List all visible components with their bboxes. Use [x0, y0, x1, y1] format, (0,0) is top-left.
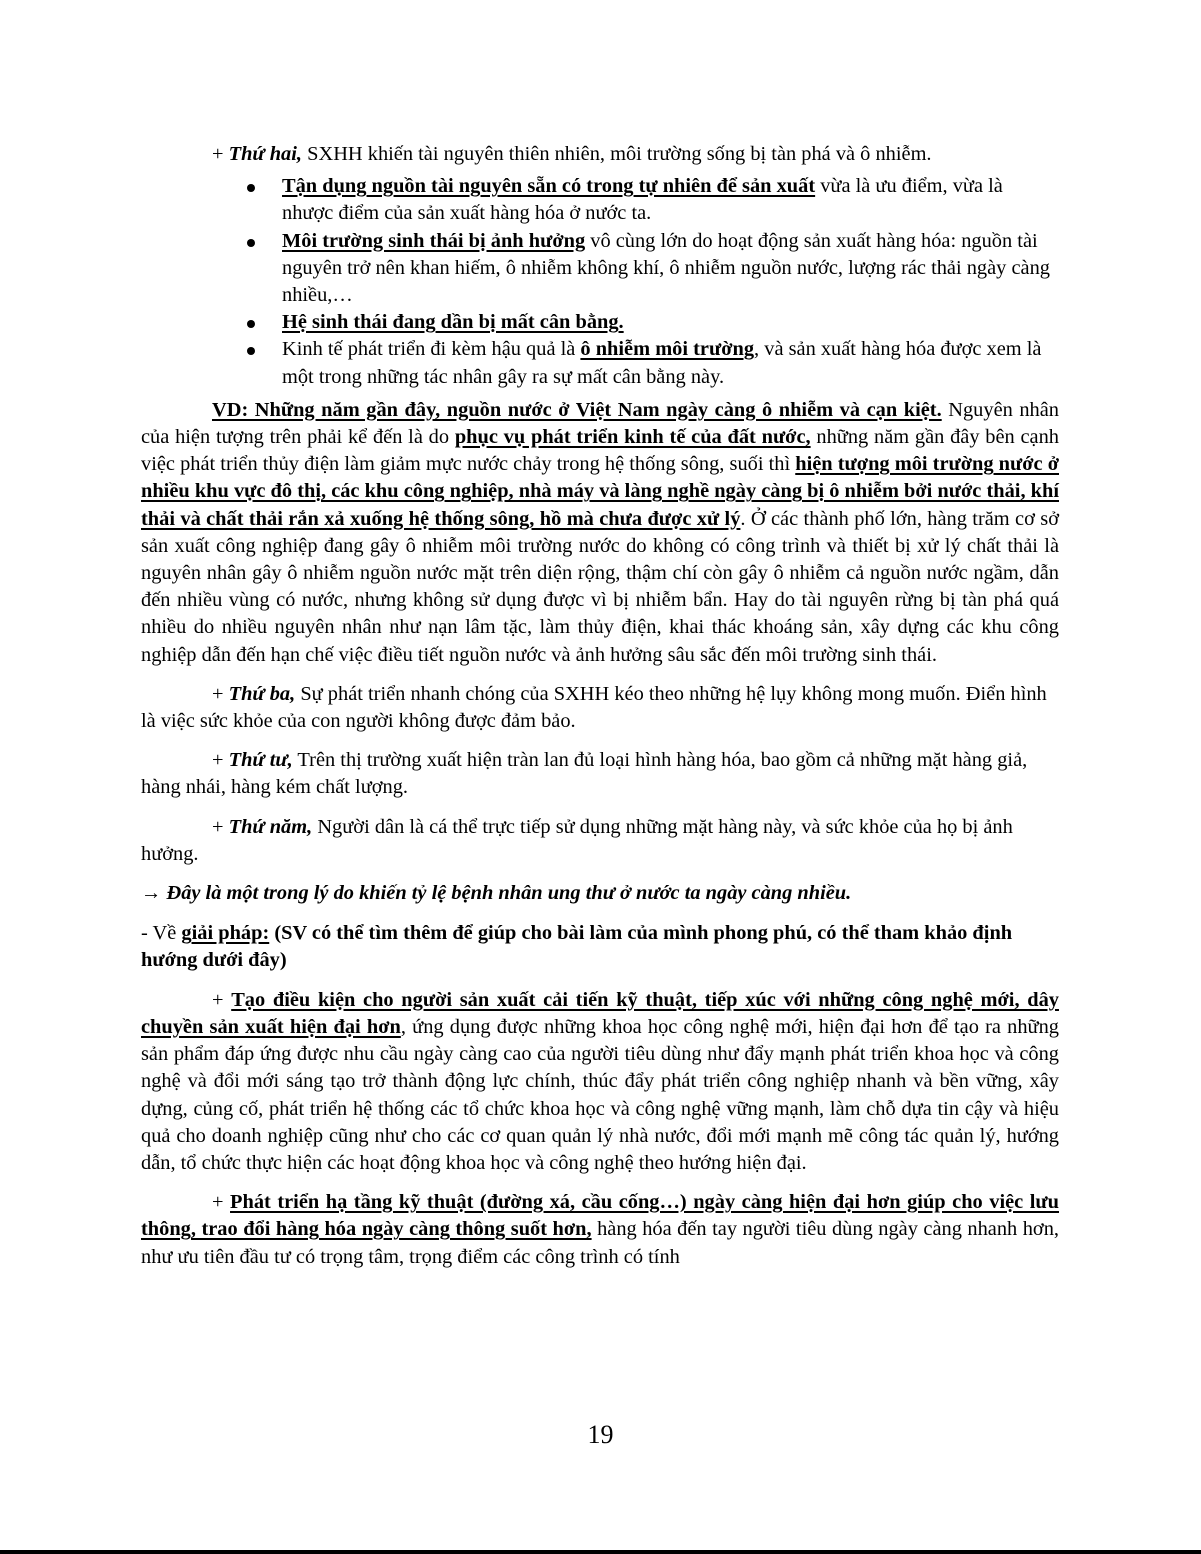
solution-heading — [141, 920, 1059, 974]
lead-thu-ba: Thứ ba, — [228, 682, 296, 705]
solution-label: giải pháp: — [181, 922, 270, 945]
example-heading: VD: Những năm gần đây, nguồn nước ở Việt Nam ngày càng ô nhiễm và cạn kiệt. — [212, 398, 942, 421]
plus-marker: + — [212, 143, 229, 165]
example-paragraph — [141, 397, 1059, 669]
bullet-bold-lead: Tận dụng nguồn tài nguyên sẵn có trong tự nhiên để sản xuất — [282, 175, 816, 198]
paragraph-text: Trên thị trường xuất hiện tràn lan đủ loại hình hàng hóa, bao gồm cả những mặt hàng giả, hàng nhái, hàng kém chất lượng. — [141, 749, 1028, 799]
plus-marker: + — [212, 815, 229, 838]
page-bottom-divider — [0, 1550, 1201, 1554]
plus-marker: + — [212, 1191, 231, 1214]
plus-marker: + — [212, 988, 232, 1011]
bullet-text: vừa là ưu điểm, vừa là nhược điểm của sản xuất hàng hóa ở nước ta. — [282, 175, 1003, 225]
lead-thu-tu: Thứ tư, — [228, 749, 293, 772]
page-number: 19 — [587, 1420, 614, 1449]
solution-bold: Tạo điều kiện cho người sản xuất cải tiến kỹ thuật, tiếp xúc với những công nghệ mới, dây chuyền sản xuất hiện đại hơn — [141, 988, 1059, 1038]
example-text: những năm gần đây bên cạnh việc phát triển thủy điện làm giảm mực nước chảy trong hệ thống sông, suối thì — [141, 426, 1059, 476]
bullet-text: Kinh tế phát triển đi kèm hậu quả là — [282, 338, 581, 361]
paragraph-text: Người dân là cá thể trực tiếp sử dụng những mặt hàng này, và sức khỏe của họ bị ảnh hưởng. — [141, 815, 1013, 865]
plus-marker: + — [212, 682, 229, 705]
paragraph-text: Sự phát triển nhanh chóng của SXHH kéo theo những hệ lụy không mong muốn. Điển hình là việc sức khỏe của con người không được đảm bảo. — [141, 682, 1047, 733]
conclusion: → Đây là một trong lý do khiến tỷ lệ bệnh nhân ung thư ở nước ta ngày càng nhiều. — [141, 882, 852, 905]
bullet-bold-lead: Môi trường sinh thái bị ảnh hưởng — [282, 229, 586, 252]
bullet-bold-lead: Hệ sinh thái đang dần bị mất cân bằng. — [282, 311, 624, 334]
solution-text: hàng hóa đến tay người tiêu dùng ngày càng nhanh hơn, như ưu tiên đầu tư có trọng tâm, trọng điểm các công trình có tính — [141, 1218, 1059, 1268]
bullet-text: vô cùng lớn do hoạt động sản xuất hàng hóa: nguồn tài nguyên trở nên khan hiếm, ô nhiễm không khí, ô nhiễm nguồn nước, lượng rác thải ngày càng nhiều,… — [282, 229, 1050, 307]
example-text: . Ở các thành phố lớn, hàng trăm cơ sở sản xuất công nghiệp đang gây ô nhiễm môi trường nước do không có công trình và thiết bị xử lý chất thải là nguyên nhân gây ô nhiễm nguồn nước mặt trên diện rộng, thậm chí còn gây ô nhiễm cả nguồn nước ngầm, dẫn đến nhiều vùng có nước, nhưng không sử dụng được vì bị nhiễm bẩn. Hay do tài nguyên rừng bị tàn phá quá nhiều do nhiều nguyên nhân như nạn lâm tặc, làm thủy điện, khai thác khoáng sản, xây dựng các khu công nghiệp dẫn đến hạn chế việc điều tiết nguồn nước và ảnh hưởng sâu sắc đến môi trường sinh thái. — [141, 507, 1059, 666]
bullet-icon — [247, 347, 255, 355]
list-item — [141, 309, 1059, 336]
bullet-icon — [247, 184, 255, 192]
list-item — [141, 336, 1059, 390]
lead-thu-hai: Thứ hai, — [228, 143, 303, 165]
list-item — [141, 228, 1059, 310]
paragraph-thu-hai — [141, 141, 1059, 168]
bullet-icon — [247, 320, 255, 328]
paragraph-thu-ba — [141, 681, 1059, 735]
solution-prefix: - Về — [141, 922, 182, 945]
list-item — [141, 173, 1059, 227]
example-text: Nguyên nhân của hiện tượng trên phải kể đến là do — [141, 398, 1059, 449]
paragraph-text: SXHH khiến tài nguyên thiên nhiên, môi trường sống bị tàn phá và ô nhiễm. — [302, 143, 932, 165]
example-bold: hiện tượng môi trường nước ở nhiều khu vực đô thị, các khu công nghiệp, nhà máy và làng nghề ngày càng bị ô nhiễm bởi nước thải, khí thải và chất thải rắn xả xuống hệ thống sông, hồ mà chưa được xử lý — [141, 453, 1059, 530]
paragraph-thu-nam — [141, 814, 1059, 868]
bullet-text: , và sản xuất hàng hóa được xem là một trong những tác nhân gây ra sự mất cân bằng này. — [282, 338, 1042, 388]
page-body — [141, 141, 1059, 1271]
example-bold: phục vụ phát triển kinh tế của đất nước, — [454, 426, 811, 449]
paragraph-thu-tu — [141, 747, 1059, 801]
solution-bold: Phát triển hạ tầng kỹ thuật (đường xá, cầu cống…) ngày càng hiện đại hơn giúp cho việc lưu thông, trao đổi hàng hóa ngày càng thông suốt hơn, — [141, 1191, 1059, 1241]
bullet-icon — [247, 239, 255, 247]
plus-marker: + — [212, 749, 229, 772]
bullet-list — [141, 173, 1059, 391]
solution-item — [141, 1189, 1059, 1271]
solution-text: , ứng dụng được những khoa học công nghệ mới, hiện đại hơn để tạo ra những sản phẩm đáp ứng được nhu cầu ngày càng cao của người tiêu dùng như đẩy mạnh phát triển khoa học và công nghệ và đổi mới sáng tạo trở thành động lực chính, thúc đẩy phát triển công nghiệp nhanh và bền vững, xây dựng, củng cố, phát triển hệ thống các tổ chức khoa học và công nghệ vững mạnh, làm chỗ dựa tin cậy và hiệu quả cho doanh nghiệp cũng như cho các cơ quan quản lý nhà nước, đổi mới mạnh mẽ công tác quản lý, hướng dẫn, tổ chức thực hiện các hoạt động khoa học và công nghệ theo hướng hiện đại. — [141, 1015, 1059, 1174]
solution-item — [141, 987, 1059, 1177]
solution-note: (SV có thể tìm thêm để giúp cho bài làm của mình phong phú, có thể tham khảo định hướng dưới đây) — [141, 922, 1013, 972]
lead-thu-nam: Thứ năm, — [228, 815, 313, 838]
bullet-bold-mid: ô nhiễm môi trường — [580, 338, 755, 361]
